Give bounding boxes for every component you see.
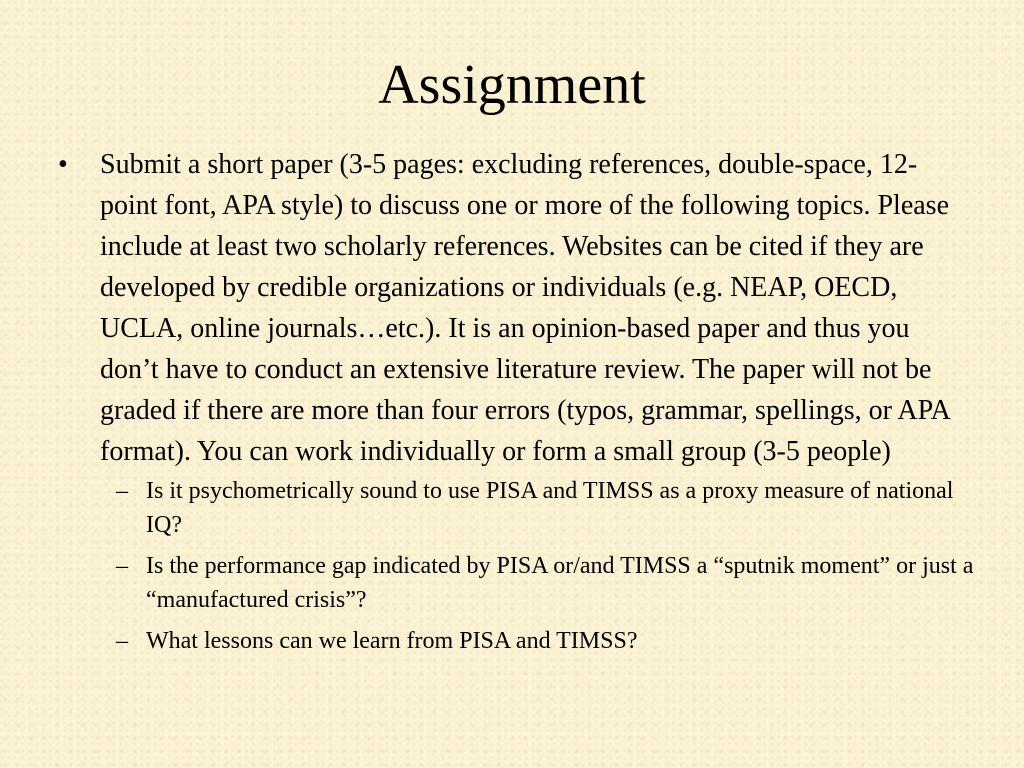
dash-icon: – — [116, 628, 128, 654]
topic-item — [100, 474, 974, 542]
dash-icon: – — [116, 553, 128, 579]
slide-title: Assignment — [378, 54, 646, 116]
dash-icon: – — [116, 478, 128, 504]
topic-item — [100, 624, 974, 658]
topic-text: Is the performance gap indicated by PISA or/and TIMSS a “sputnik moment” or just a “manufactured crisis”? — [146, 553, 974, 613]
topic-text: What lessons can we learn from PISA and TIMSS? — [146, 628, 638, 654]
topic-item — [100, 549, 974, 617]
topic-list — [100, 474, 974, 658]
bullet-list — [0, 144, 1024, 665]
main-bullet-text: Submit a short paper (3-5 pages: excluding references, double-space, 12-point font, APA style) to discuss one or more of the following topics. Please include at least two scholarly references. Websites can be cited if they are developed by credible organizations or individuals (e.g. NEAP, OECD, UCLA, online journals…etc.). It is an opinion-based paper and thus you don’t have to conduct an extensive literature review. The paper will not be graded if there are more than four errors (typos, grammar, spellings, or APA format). You can work individually or form a small group (3-5 people) — [100, 149, 950, 467]
topic-text: Is it psychometrically sound to use PISA and TIMSS as a proxy measure of national IQ? — [146, 478, 954, 538]
bullet-icon: • — [58, 149, 68, 180]
main-bullet-item — [0, 144, 1024, 658]
